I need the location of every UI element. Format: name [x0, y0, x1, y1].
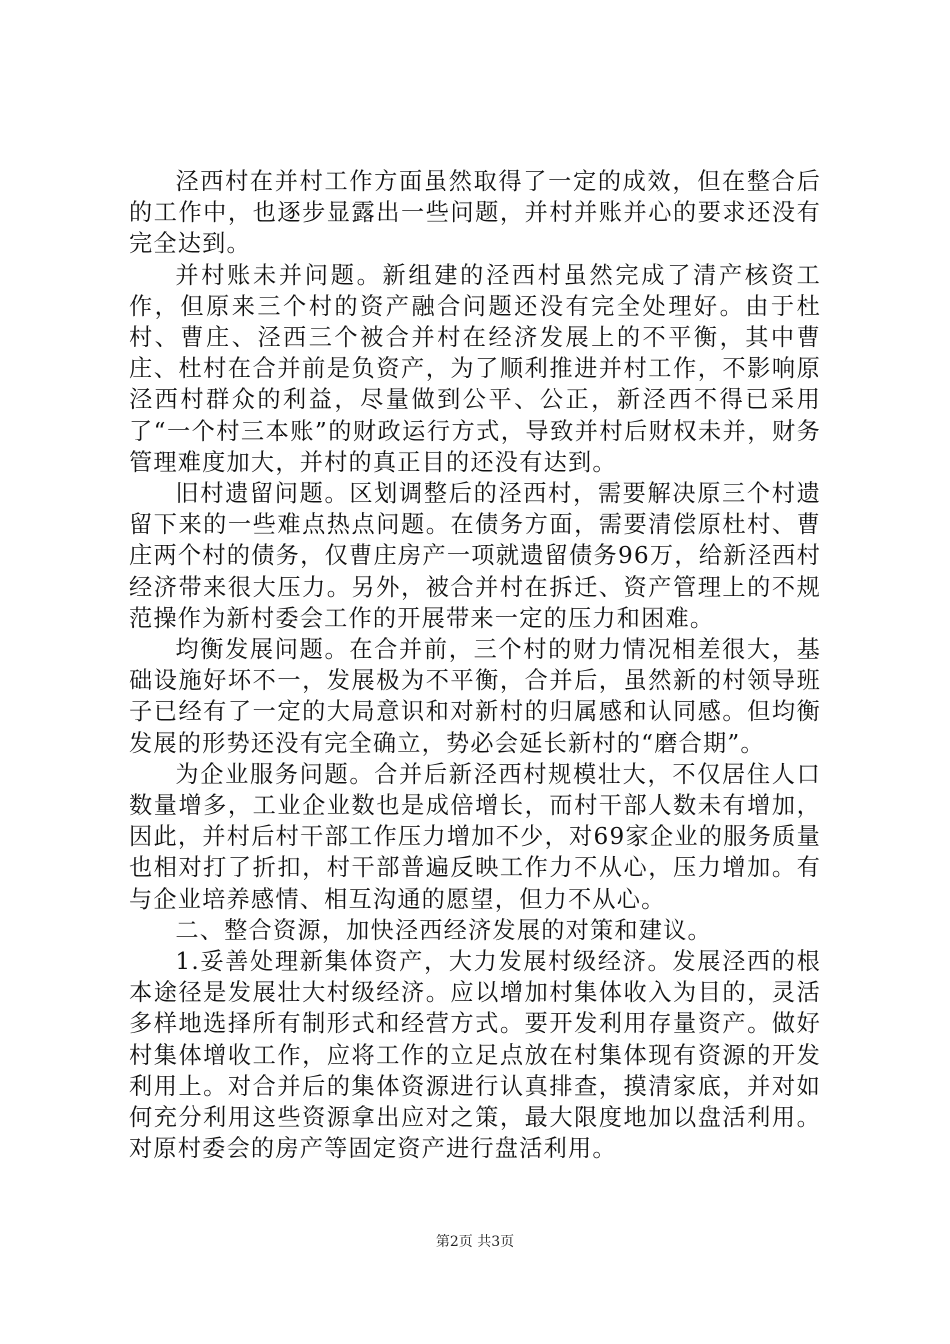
section-heading-two: 二、整合资源，加快泾西经济发展的对策和建议。: [175, 916, 712, 944]
paragraph-accounts-issue: 并村账未并问题。新组建的泾西村虽然完成了清产核资工作，但原来三个村的资产融合问题还没有完全处理好。由于杜村、曹庄、泾西三个被合并村在经济发展上的不平衡，其中曹庄、杜村在合并前是负资产，为了顺利推进并村工作，不影响原泾西村群众的利益，尽量做到公平、公正，新泾西不得已采用了“一个村三本账”的财政运行方式，导致并村后财权未并，财务管理难度加大，并村的真正目的还没有达到。: [129, 261, 821, 476]
paragraph-balanced-development: 均衡发展问题。在合并前，三个村的财力情况相差很大，基础设施好坏不一，发展极为不平衡，合并后，虽然新的村领导班子已经有了一定的大局意识和对新村的归属感和认同感。但均衡发展的形势还没有完全确立，势必会延长新村的“磨合期”。: [129, 636, 821, 757]
paragraph-legacy-issue: 旧村遗留问题。区划调整后的泾西村，需要解决原三个村遗留下来的一些难点热点问题。在债务方面，需要清偿原杜村、曹庄两个村的债务，仅曹庄房产一项就遗留债务96万，给新泾西村经济带来很大压力。另外，被合并村在拆迁、资产管理上的不规范操作为新村委会工作的开展带来一定的压力和困难。: [129, 480, 821, 632]
document-body: [129, 166, 821, 1165]
paragraph-collective-assets: 1.妥善处理新集体资产，大力发展村级经济。发展泾西的根本途径是发展壮大村级经济。应以增加村集体收入为目的，灵活多样地选择所有制形式和经营方式。要开发利用存量资产。做好村集体增收工作，应将工作的立足点放在村集体现有资源的开发利用上。对合并后的集体资源进行认真排查，摸清家底，并对如何充分利用这些资源拿出应对之策，最大限度地加以盘活利用。对原村委会的房产等固定资产进行盘活利用。: [129, 948, 821, 1163]
paragraph-intro: 泾西村在并村工作方面虽然取得了一定的成效，但在整合后的工作中，也逐步显露出一些问题，并村并账并心的要求还没有完全达到。: [129, 168, 821, 258]
paragraph-enterprise-service: 为企业服务问题。合并后新泾西村规模壮大，不仅居住人口数量增多，工业企业数也是成倍增长，而村干部人数未有增加，因此，并村后村干部工作压力增加不少，对69家企业的服务质量也相对打了折扣，村干部普遍反映工作力不从心，压力增加。有与企业培养感情、相互沟通的愿望，但力不从心。: [129, 760, 821, 913]
page-number-footer: 第2页 共3页: [435, 1234, 515, 1250]
